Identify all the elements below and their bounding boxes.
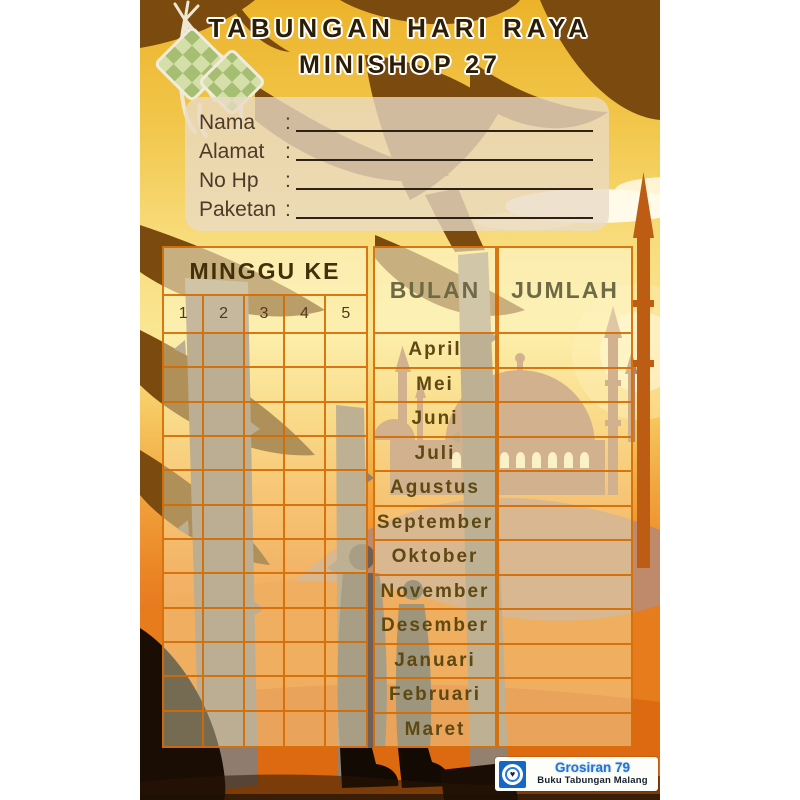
month-cell: Mei (375, 369, 495, 404)
week-cell (204, 540, 244, 574)
week-cell (285, 643, 325, 677)
week-cell (326, 437, 366, 471)
jumlah-cells (499, 334, 631, 746)
fill-in-line (296, 130, 593, 132)
bulan-header: BULAN (375, 248, 495, 334)
field-colon: : (285, 198, 291, 221)
customer-info-panel (185, 97, 609, 231)
week-cell (285, 677, 325, 711)
week-cell (204, 471, 244, 505)
week-cell (245, 403, 285, 437)
jumlah-cell (499, 472, 631, 507)
week-cell (245, 574, 285, 608)
week-number-cell: 5 (341, 305, 351, 322)
savings-card (140, 0, 660, 800)
week-number-cell: 1 (164, 296, 204, 332)
week-cell (204, 437, 244, 471)
week-cell (204, 574, 244, 608)
week-cell (204, 368, 244, 402)
month-cell: Maret (404, 718, 466, 740)
publisher-subtitle: Buku Tabungan Malang (537, 775, 648, 787)
field-colon: : (285, 140, 291, 163)
week-cell (285, 334, 325, 368)
jumlah-cell (499, 645, 631, 680)
week-cell (164, 403, 204, 437)
week-cell (164, 334, 204, 368)
week-cell (164, 506, 204, 540)
week-cell (245, 677, 285, 711)
publisher-name: Grosiran 79 (554, 760, 631, 776)
month-cell: Desember (375, 610, 495, 645)
week-number-cell: 3 (245, 296, 285, 332)
title-line1: TABUNGAN HARI RAYA (208, 13, 592, 43)
week-cell (204, 712, 244, 746)
month-cell: Februari (375, 679, 495, 714)
week-cell (245, 712, 285, 746)
month-cell: Juli (375, 438, 495, 473)
jumlah-cell (499, 334, 631, 369)
week-cell (204, 506, 244, 540)
week-cell (204, 677, 244, 711)
week-grid (164, 334, 366, 746)
week-cell (326, 471, 366, 505)
week-cell (245, 368, 285, 402)
week-cell (245, 643, 285, 677)
weeks-section (162, 246, 368, 748)
week-cell (204, 403, 244, 437)
week-cell (326, 506, 366, 540)
week-number-row (164, 296, 366, 334)
week-cell (164, 712, 204, 746)
jumlah-cell (499, 541, 631, 576)
week-cell (285, 506, 325, 540)
week-cell (326, 334, 366, 368)
jumlah-column (497, 246, 633, 748)
minggu-ke-header: MINGGU KE (164, 248, 366, 296)
month-cell: November (375, 576, 495, 611)
week-cell (204, 643, 244, 677)
week-cell (245, 609, 285, 643)
week-cell (245, 334, 285, 368)
title-line2: MINISHOP 27 (299, 51, 501, 79)
week-cell (326, 540, 366, 574)
field-label: Paketan (199, 198, 277, 221)
month-cell: Agustus (375, 472, 495, 507)
field-label: No Hp (199, 169, 259, 192)
bulan-column (373, 246, 497, 748)
week-cell (326, 368, 366, 402)
fill-in-line (296, 188, 593, 190)
week-cell (326, 609, 366, 643)
week-number-cell: 4 (285, 296, 325, 332)
week-cell (285, 574, 325, 608)
jumlah-cell (499, 576, 631, 611)
week-cell (164, 574, 204, 608)
form-row-paketan (199, 194, 593, 222)
week-cell (164, 471, 204, 505)
week-cell (326, 403, 366, 437)
week-cell (285, 540, 325, 574)
month-cell: Oktober (375, 541, 495, 576)
week-cell (204, 334, 244, 368)
grosiran-logo-icon: ♥ (499, 761, 526, 788)
week-number-cell: 2 (204, 296, 244, 332)
month-cell: Juni (375, 403, 495, 438)
publisher-badge (495, 757, 658, 791)
week-cell (285, 403, 325, 437)
form-row-nama (199, 107, 593, 135)
week-cell (245, 540, 285, 574)
month-cell: September (375, 507, 495, 542)
fill-in-line (296, 159, 593, 161)
fill-in-line (296, 217, 593, 219)
jumlah-cell (499, 438, 631, 473)
week-cell (164, 677, 204, 711)
field-colon: : (285, 169, 291, 192)
jumlah-cell (499, 403, 631, 438)
week-cell (326, 574, 366, 608)
jumlah-cell (499, 610, 631, 645)
week-cell (285, 471, 325, 505)
jumlah-cell (499, 369, 631, 404)
week-cell (164, 540, 204, 574)
jumlah-cell (499, 507, 631, 542)
month-list (375, 334, 495, 746)
jumlah-header: JUMLAH (499, 248, 631, 334)
week-cell (285, 437, 325, 471)
week-cell (245, 506, 285, 540)
week-cell (326, 677, 366, 711)
publisher-text (531, 761, 654, 786)
jumlah-cell (499, 714, 631, 747)
week-cell (326, 643, 366, 677)
card-title (140, 13, 660, 80)
week-cell (285, 712, 325, 746)
week-cell (285, 609, 325, 643)
week-cell (326, 712, 366, 746)
week-cell (164, 643, 204, 677)
form-row-nohp (199, 165, 593, 193)
month-cell: April (375, 334, 495, 369)
week-cell (245, 437, 285, 471)
week-cell (164, 609, 204, 643)
week-cell (164, 368, 204, 402)
month-cell: Januari (375, 645, 495, 680)
field-colon: : (285, 111, 291, 134)
form-row-alamat (199, 136, 593, 164)
field-label: Nama (199, 111, 256, 134)
week-cell (164, 437, 204, 471)
week-cell (245, 471, 285, 505)
field-label: Alamat (199, 140, 265, 163)
jumlah-cell (499, 679, 631, 714)
week-cell (204, 609, 244, 643)
week-cell (285, 368, 325, 402)
